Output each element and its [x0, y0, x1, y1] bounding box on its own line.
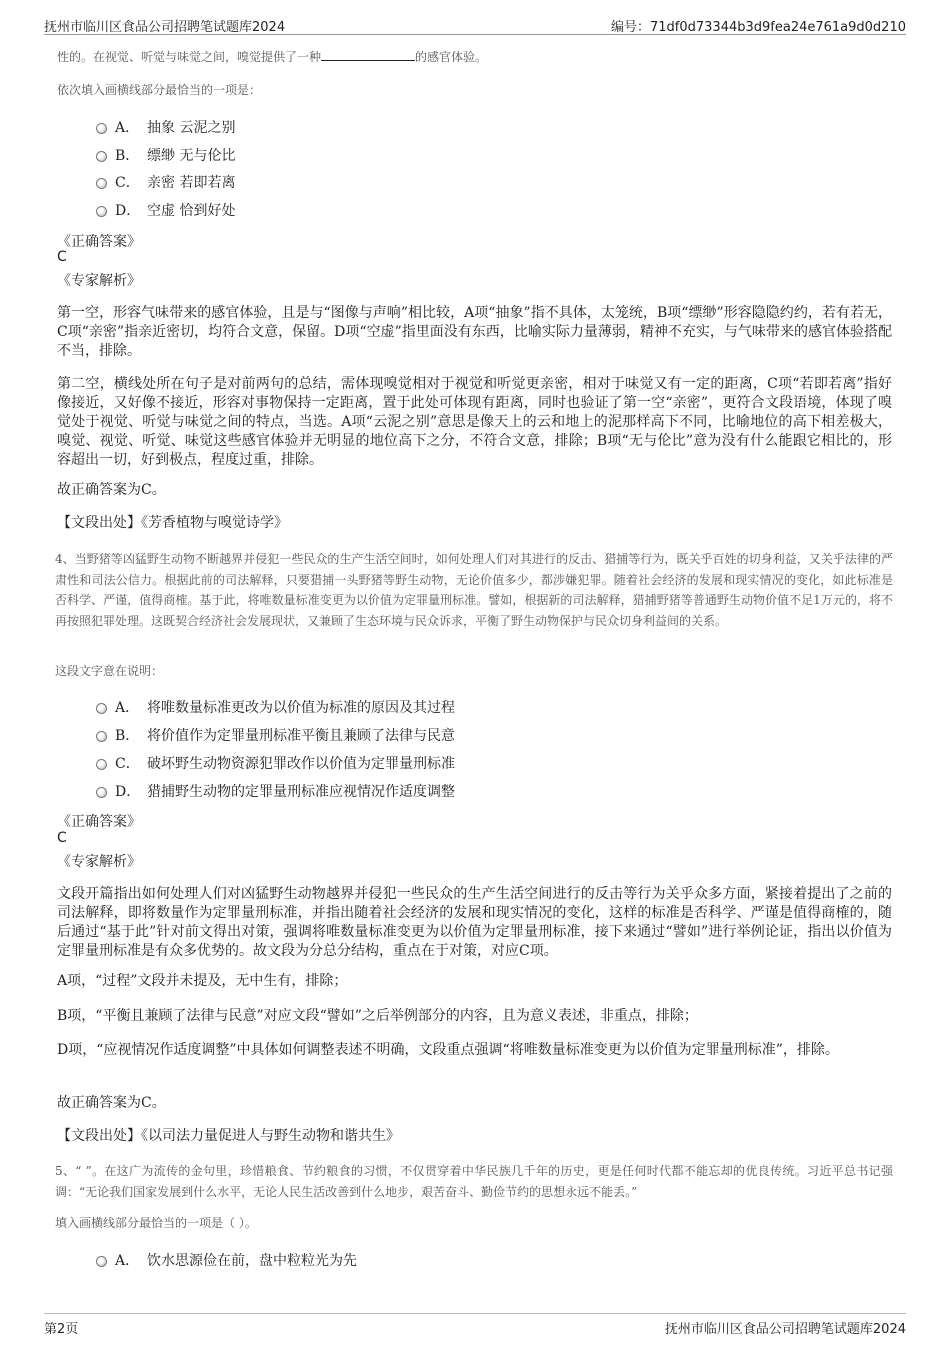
page-header [44, 14, 906, 35]
blank-line [321, 49, 415, 61]
radio-icon[interactable] [96, 151, 107, 162]
q4-analysis-1: 文段开篇指出如何处理人们对凶猛野生动物越界并侵犯一些民众的生产生活空间进行的反击等行为关乎众多方面，紧接着提出了之前的司法解释，即将数量作为定罪量刑标准，并指出随着社会经济的发展和现实情况的变化，这样的标准是否科学、严谨是值得商榷的，随后通过“基于此”针对前文得出对策，强调将唯数量标准变更为以价值为定罪量刑标准，接下来通过“譬如”进行举例论证，指出以价值为定罪量刑标准是有众多优势的。故文段为分总分结构，重点在于对策，对应C项。 [57, 886, 892, 959]
header-id: 编号：71df0d73344b3d9fea24e761a9d0d210 [610, 20, 906, 35]
q4-analysis-4: D项，“应视情况作适度调整”中具体如何调整表述不明确，文段重点强调“将唯数量标准变更为以价值为定罪量刑标准”，排除。 [57, 1042, 839, 1058]
radio-icon[interactable] [96, 731, 107, 742]
q3-prompt: 依次填入画横线部分最恰当的一项是： [57, 83, 262, 97]
footer-title: 抚州市临川区食品公司招聘笔试题库2024 [664, 1322, 906, 1337]
q4-option-d[interactable]: D． 猎捕野生动物的定罪量刑标准应视情况作适度调整 [96, 781, 455, 801]
q3-analysis-2: 第二空，横线处所在句子是对前两句的总结，需体现嗅觉相对于视觉和听觉更亲密，相对于味觉又有一定的距离，C项“若即若离”指好像接近，又好像不接近，形容对事物保持一定距离，置于此处可体现有距离，同时也验证了第一空“亲密”，更符合文段语境，体现了嗅觉处于视觉、听觉与味觉之间的特点，当选。A项“云泥之别”意思是像天上的云和地上的泥那样高下不同，比喻地位的高下相差极大，嗅觉、视觉、听觉、味觉这些感官体验并无明显的地位高下之分，不符合文意，排除；B项“无与伦比”意为没有什么能跟它相比的，形容超出一切，好到极点，程度过重，排除。 [57, 376, 892, 468]
radio-icon[interactable] [96, 787, 107, 798]
q5-prompt: 填入画横线部分最恰当的一项是（ ）。 [55, 1216, 257, 1230]
q3-answer-label: 《正确答案》 [57, 234, 141, 250]
q3-option-c[interactable]: C． 亲密 若即若离 [96, 172, 235, 192]
radio-icon[interactable] [96, 1256, 107, 1267]
page-number: 第2页 [44, 1322, 79, 1337]
q3-analysis-1: 第一空，形容气味带来的感官体验，且是与“图像与声响”相比较，A项“抽象”指不具体，太笼统，B项“缥缈”形容隐隐约约，若有若无，C项“亲密”指亲近密切，均符合文意，保留。D项“空虚”指里面没有东西，比喻实际力量薄弱，精神不充实，与气味带来的感官体验搭配不当，排除。 [57, 305, 892, 359]
radio-icon[interactable] [96, 759, 107, 770]
q3-analysis-3: 故正确答案为C。 [57, 482, 166, 498]
q4-answer: C [57, 830, 67, 846]
q4-analysis-2: A项，“过程”文段并未提及，无中生有，排除； [57, 973, 348, 989]
q4-option-a[interactable]: A． 将唯数量标准更改为以价值为标准的原因及其过程 [96, 697, 455, 717]
header-title: 抚州市临川区食品公司招聘笔试题库2024 [44, 20, 286, 35]
q4-analysis-5: 故正确答案为C。 [57, 1095, 166, 1111]
radio-icon[interactable] [96, 703, 107, 714]
q4-prompt: 这段文字意在说明： [55, 664, 164, 678]
q4-stem: 4、当野猪等凶猛野生动物不断越界并侵犯一些民众的生产生活空间时，如何处理人们对其进行的反击、猎捕等行为，既关乎百姓的切身利益，又关乎法律的严肃性和司法公信力。根据此前的司法解释，只要猎捕一头野猪等野生动物，无论价值多少，都涉嫌犯罪。随着社会经济的发展和现实情况的变化，如此标准是否科学、严谨，值得商榷。基于此，将唯数量标准变更为以价值为定罪量刑标准。譬如，根据新的司法解释，猎捕野猪等普通野生动物价值不足1万元的，将不再按照犯罪处理。这既契合经济社会发展现状，又兼顾了生态环境与民众诉求，平衡了野生动物保护与民众切身利益间的关系。 [55, 552, 893, 628]
q3-option-a[interactable]: A． 抽象 云泥之别 [96, 117, 235, 137]
q4-source: 【文段出处】《以司法力量促进人与野生动物和谐共生》 [57, 1128, 400, 1144]
q5-option-a[interactable]: A． 饮水思源俭在前，盘中粒粒光为先 [96, 1250, 357, 1270]
page-footer [44, 1313, 906, 1336]
q4-analysis-label: 《专家解析》 [57, 854, 141, 870]
q4-analysis-3: B项，“平衡且兼顾了法律与民意”对应文段“譬如”之后举例部分的内容，且为意义表述，非重点，排除； [57, 1008, 698, 1024]
q3-stem: 性的。在视觉、听觉与味觉之间，嗅觉提供了一种 的感官体验。 [57, 50, 488, 64]
q3-option-b[interactable]: B． 缥缈 无与伦比 [96, 145, 235, 165]
radio-icon[interactable] [96, 178, 107, 189]
radio-icon[interactable] [96, 206, 107, 217]
q3-analysis-label: 《专家解析》 [57, 273, 141, 289]
q3-answer: C [57, 249, 67, 265]
q5-stem: 5、“ ”。在这广为流传的金句里，珍惜粮食、节约粮食的习惯，不仅贯穿着中华民族几千年的历史，更是任何时代都不能忘却的优良传统。习近平总书记强调：“无论我们国家发展到什么水平，无论人民生活改善到什么地步，艰苦奋斗、勤俭节约的思想永远不能丢。” [55, 1164, 893, 1199]
radio-icon[interactable] [96, 123, 107, 134]
q3-source: 【文段出处】《芳香植物与嗅觉诗学》 [57, 515, 288, 531]
q4-option-b[interactable]: B． 将价值作为定罪量刑标准平衡且兼顾了法律与民意 [96, 725, 455, 745]
q4-answer-label: 《正确答案》 [57, 814, 141, 830]
q4-option-c[interactable]: C． 破坏野生动物资源犯罪改作以价值为定罪量刑标准 [96, 753, 455, 773]
q3-option-d[interactable]: D． 空虚 恰到好处 [96, 200, 235, 220]
